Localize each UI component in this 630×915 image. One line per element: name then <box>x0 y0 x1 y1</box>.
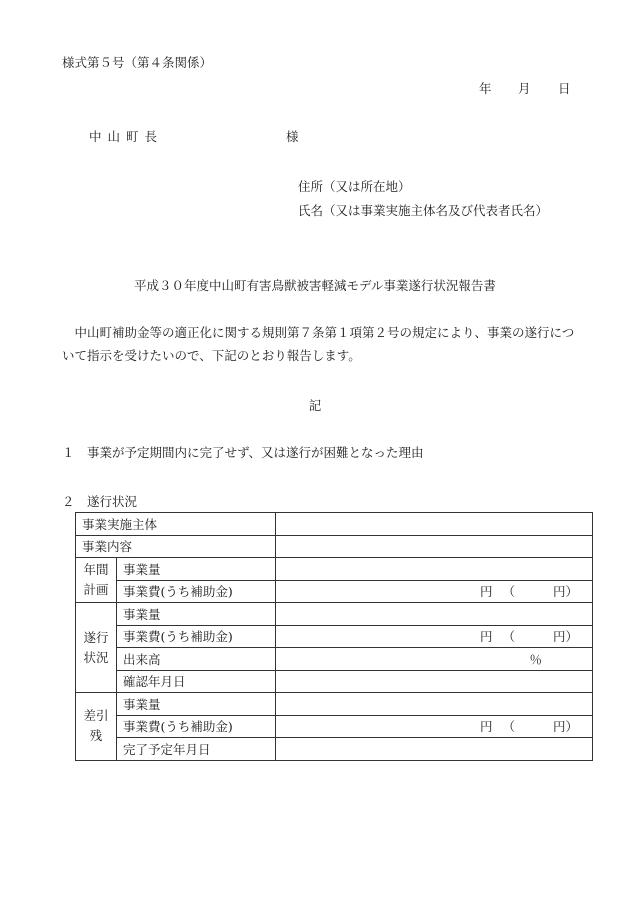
body-paragraph: 中山町補助金等の適正化に関する規則第７条第１項第２号の規定により、事業の遂行について指示を受けたいので、下記のとおり報告します。 <box>62 325 575 363</box>
status-output-label: 出来高 <box>117 648 276 671</box>
table-row <box>76 693 593 716</box>
group-plan-text: 年間 計画 <box>83 562 109 597</box>
group-status-label <box>76 603 117 693</box>
table-row <box>76 580 593 603</box>
status-cost-value[interactable] <box>276 625 593 648</box>
addressee: 中山町長 <box>89 129 164 144</box>
subsidy-yen-unit: 円） <box>553 584 579 600</box>
row-entity-label: 事業実施主体 <box>76 513 276 536</box>
status-quantity-label: 事業量 <box>117 603 276 626</box>
group-balance-label <box>76 693 117 761</box>
table-row <box>76 558 593 581</box>
yen-unit: 円 <box>479 584 493 600</box>
item-reason: １ 事業が予定期間内に完了せず、又は遂行が困難となった理由 <box>62 445 424 460</box>
date-year-label: 年 <box>479 81 492 96</box>
ki-heading: 記 <box>308 398 322 413</box>
plan-cost-label: 事業費(うち補助金) <box>117 580 276 603</box>
table-row <box>76 513 593 536</box>
status-output-value[interactable] <box>276 648 593 671</box>
date-day-label: 日 <box>558 81 571 96</box>
balance-cost-label: 事業費(うち補助金) <box>117 715 276 738</box>
address-label: 住所（又は所在地） <box>298 179 411 194</box>
subsidy-yen-unit: 円） <box>553 719 579 735</box>
name-label: 氏名（又は事業実施主体名及び代表者氏名） <box>298 203 549 218</box>
balance-cost-value[interactable] <box>276 715 593 738</box>
honorific: 様 <box>286 129 299 144</box>
table-row <box>76 670 593 693</box>
group-status-text: 遂行 状況 <box>83 629 109 665</box>
table-row <box>76 738 593 761</box>
content-value-cell[interactable] <box>276 535 593 558</box>
yen-unit: 円 <box>479 719 493 735</box>
balance-quantity-label: 事業量 <box>117 693 276 716</box>
date-month-label: 月 <box>518 81 531 96</box>
yen-unit: 円 <box>479 629 493 645</box>
table-row <box>76 648 593 671</box>
group-plan-label <box>76 558 117 603</box>
paren-open: （ <box>502 719 515 735</box>
balance-quantity-value[interactable] <box>276 693 593 716</box>
group-balance-text: 差引 残 <box>83 708 109 744</box>
plan-quantity-label: 事業量 <box>117 558 276 581</box>
plan-cost-value[interactable] <box>276 580 593 603</box>
table-row <box>76 625 593 648</box>
table-row <box>76 535 593 558</box>
balance-completion-date-value[interactable] <box>276 738 593 761</box>
status-quantity-value[interactable] <box>276 603 593 626</box>
status-confirm-date-value[interactable] <box>276 670 593 693</box>
status-confirm-date-label: 確認年月日 <box>117 670 276 693</box>
entity-value-cell[interactable] <box>276 513 593 536</box>
row-content-label: 事業内容 <box>76 535 276 558</box>
table-row <box>76 603 593 626</box>
document-title: 平成３０年度中山町有害鳥獣被害軽減モデル事業遂行状況報告書 <box>134 278 496 293</box>
balance-completion-date-label: 完了予定年月日 <box>117 738 276 761</box>
item-status: ２ 遂行状況 <box>62 494 138 509</box>
percent-unit: ％ <box>529 651 543 667</box>
subsidy-yen-unit: 円） <box>553 629 579 645</box>
plan-quantity-value[interactable] <box>276 558 593 581</box>
status-cost-label: 事業費(うち補助金) <box>117 625 276 648</box>
form-number: 様式第５号（第４条関係） <box>62 55 213 70</box>
table-row <box>76 715 593 738</box>
paren-open: （ <box>502 584 515 600</box>
status-table <box>75 512 593 761</box>
paren-open: （ <box>502 629 515 645</box>
